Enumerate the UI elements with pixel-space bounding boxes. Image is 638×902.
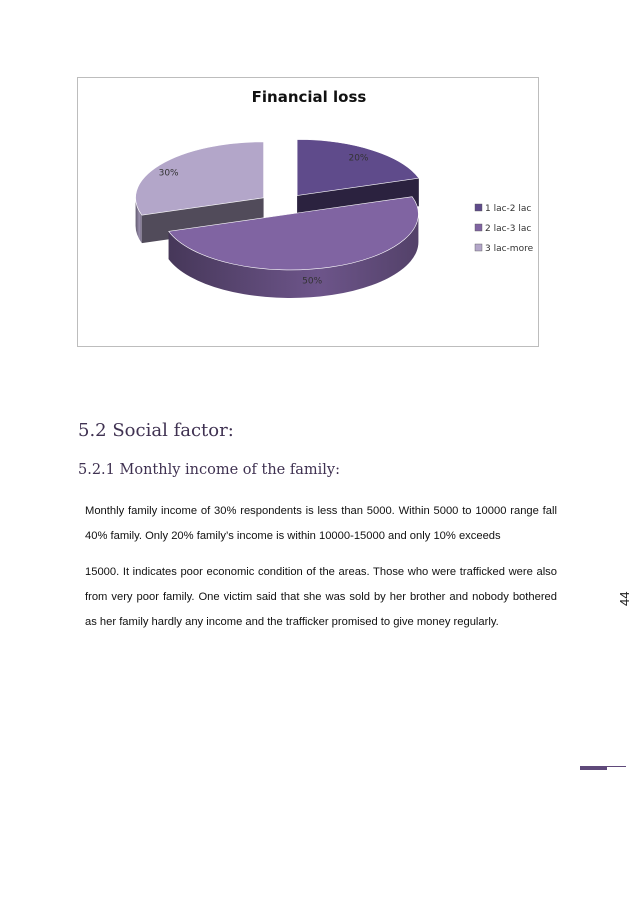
- legend: [475, 204, 534, 254]
- legend-label-3: 3 lac-more: [485, 244, 534, 254]
- legend-swatch-3: [475, 244, 482, 251]
- legend-label-1: 1 lac-2 lac: [485, 204, 532, 214]
- paragraph-income-1: Monthly family income of 30% respondents is less than 5000. Within 5000 to 10000 range fall 40% family. Only 20% family’s income is within 10000-15000 and only 10% exceeds: [85, 505, 557, 542]
- legend-label-2: 2 lac-3 lac: [485, 224, 532, 234]
- chart-title: Financial loss: [251, 88, 367, 106]
- section-heading: 5.2 Social factor:: [78, 420, 234, 441]
- legend-swatch-1: [475, 204, 482, 211]
- page-number: 44: [617, 591, 632, 606]
- chart-container: [77, 77, 539, 347]
- paragraph-income-2: 15000. It indicates poor economic condition of the areas. Those who were trafficked were also from very poor family. One victim said that she was sold by her brother and nobody bothered as her family hardly any income and the trafficker promised to give money regularly.: [85, 566, 557, 628]
- legend-swatch-2: [475, 224, 482, 231]
- pie-chart: [78, 78, 540, 348]
- data-label-2: 50%: [302, 276, 323, 287]
- footer-rule-accent: [580, 766, 607, 770]
- pie-slices: [136, 140, 419, 298]
- data-label-3: 30%: [158, 168, 179, 179]
- subsection-heading: 5.2.1 Monthly income of the family:: [78, 462, 340, 478]
- data-label-1: 20%: [348, 153, 369, 164]
